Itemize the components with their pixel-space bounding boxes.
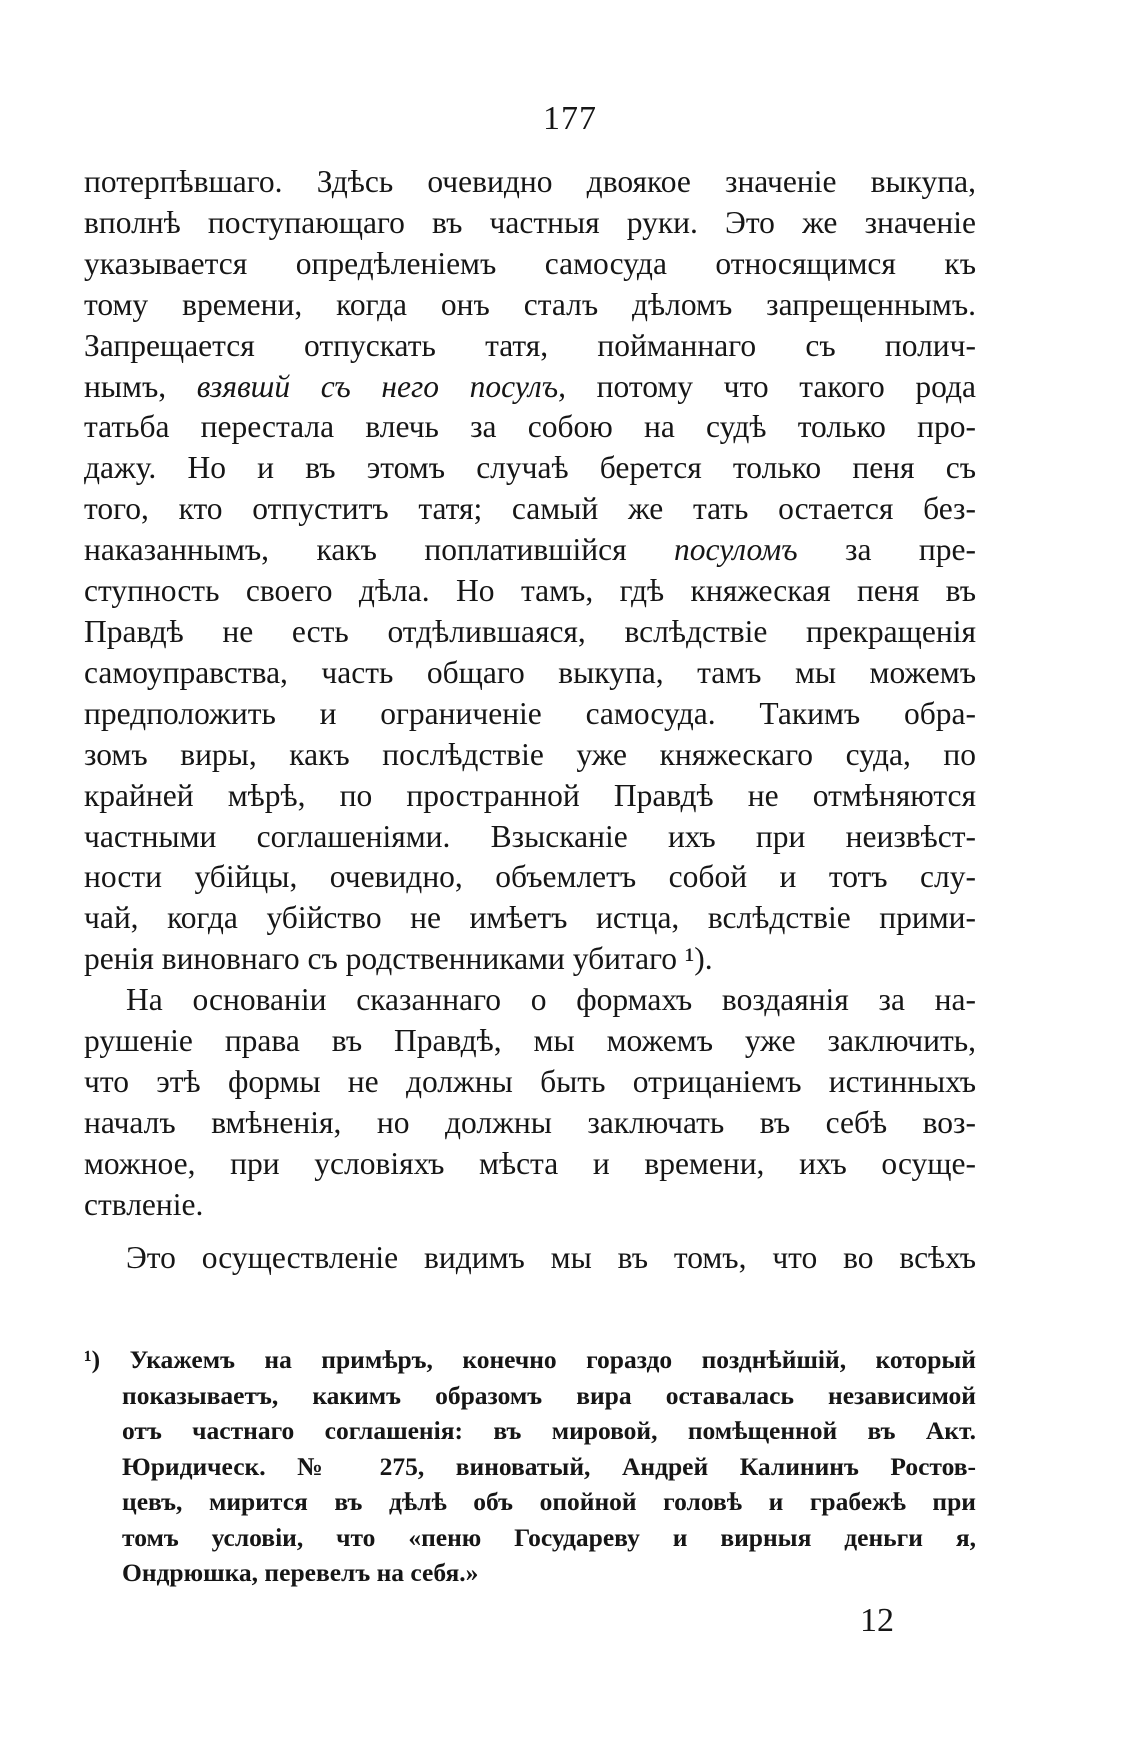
text-line-with-italic (84, 530, 976, 571)
text-line: указывается опредѣленіемъ самосуда относящимся къ (84, 245, 976, 281)
text-line: вполнѣ поступающаго въ частныя руки. Это же значеніе (84, 204, 976, 240)
paragraph-first-line: Это осуществленіе видимъ мы въ томъ, что во всѣхъ (126, 1239, 976, 1275)
text-segment: потому что такого рода (566, 368, 976, 404)
text-line: самоуправства, часть общаго выкупа, тамъ мы можемъ (84, 654, 976, 690)
text-line: что этѣ формы не должны быть отрицаніемъ истинныхъ (84, 1063, 976, 1099)
text-line: потерпѣвшаго. Здѣсь очевидно двоякое значеніе выкупа, (84, 164, 976, 199)
footnote-line: Юридическ. № 275, виноватый, Андрей Калининъ Ростов- (122, 1451, 976, 1481)
text-line: началъ вмѣненія, но должны заключать въ себѣ воз- (84, 1104, 976, 1140)
page-number: 177 (543, 100, 597, 137)
paragraph-first-line: На основаніи сказаннаго о формахъ воздаянія за на- (126, 982, 976, 1018)
text-segment: за пре- (797, 532, 976, 568)
footnote-line: ¹) Укажемъ на примѣръ, конечно гораздо позднѣйшій, который (84, 1345, 976, 1374)
italic-phrase: взявшй съ него посулъ, (196, 368, 567, 404)
text-line: Запрещается отпускать татя, пойманнаго съ полич- (84, 327, 976, 363)
text-line: чай, когда убійство не имѣетъ истца, вслѣдствіе прими- (84, 900, 976, 936)
text-line-with-italic (84, 367, 976, 408)
text-line: дажу. Но и въ этомъ случаѣ берется только пеня съ (84, 450, 976, 486)
text-line: частными соглашеніями. Взысканіе ихъ при неизвѣст- (84, 818, 976, 854)
footnote-line: показываетъ, какимъ образомъ вира оставалась независимой (122, 1380, 976, 1410)
text-line: крайней мѣрѣ, по пространной Правдѣ не отмѣняются (84, 777, 976, 813)
text-line: ренія виновнаго съ родственниками убитаго ¹). (84, 941, 713, 977)
text-line: ступность своего дѣла. Но тамъ, гдѣ княжеская пеня въ (84, 573, 976, 609)
text-line: татьба перестала влечь за собою на судѣ только про- (84, 409, 976, 445)
footnote (84, 1342, 976, 1591)
footnote-line: отъ частнаго соглашенія: въ мировой, помѣщенной въ Акт. (122, 1416, 976, 1445)
text-line: предположить и ограниченіе самосуда. Такимъ обра- (84, 695, 976, 731)
text-line: ствленіе. (84, 1186, 204, 1222)
text-segment: наказаннымъ, какъ поплатившійся (84, 532, 675, 568)
signature-mark: 12 (860, 1602, 894, 1639)
text-line: зомъ виры, какъ послѣдствіе уже княжескаго суда, по (84, 736, 976, 772)
footnote-line: томъ условіи, что «пеню Государеву и вирныя деньги я, (122, 1522, 976, 1552)
text-line: Правдѣ не есть отдѣлившаяся, вслѣдствіе прекращенія (84, 613, 976, 649)
text-line: того, кто отпуститъ татя; самый же тать остается без- (84, 491, 976, 527)
italic-phrase: посуломъ (674, 532, 798, 568)
text-line: ности убійцы, очевидно, объемлетъ собой и тотъ слу- (84, 859, 976, 895)
text-line: рушеніе права въ Правдѣ, мы можемъ уже заключить, (84, 1023, 976, 1059)
text-segment: нымъ, (84, 368, 197, 404)
footnote-line: Ондрюшка, перевелъ на себя.» (122, 1558, 479, 1587)
body-text (84, 162, 976, 1278)
text-line: можное, при условіяхъ мѣста и времени, ихъ осуще- (84, 1145, 976, 1181)
footnote-line: цевъ, мирится въ дѣлѣ объ опойной головѣ и грабежѣ при (122, 1487, 976, 1516)
text-line: тому времени, когда онъ сталъ дѣломъ запрещеннымъ. (84, 286, 976, 322)
